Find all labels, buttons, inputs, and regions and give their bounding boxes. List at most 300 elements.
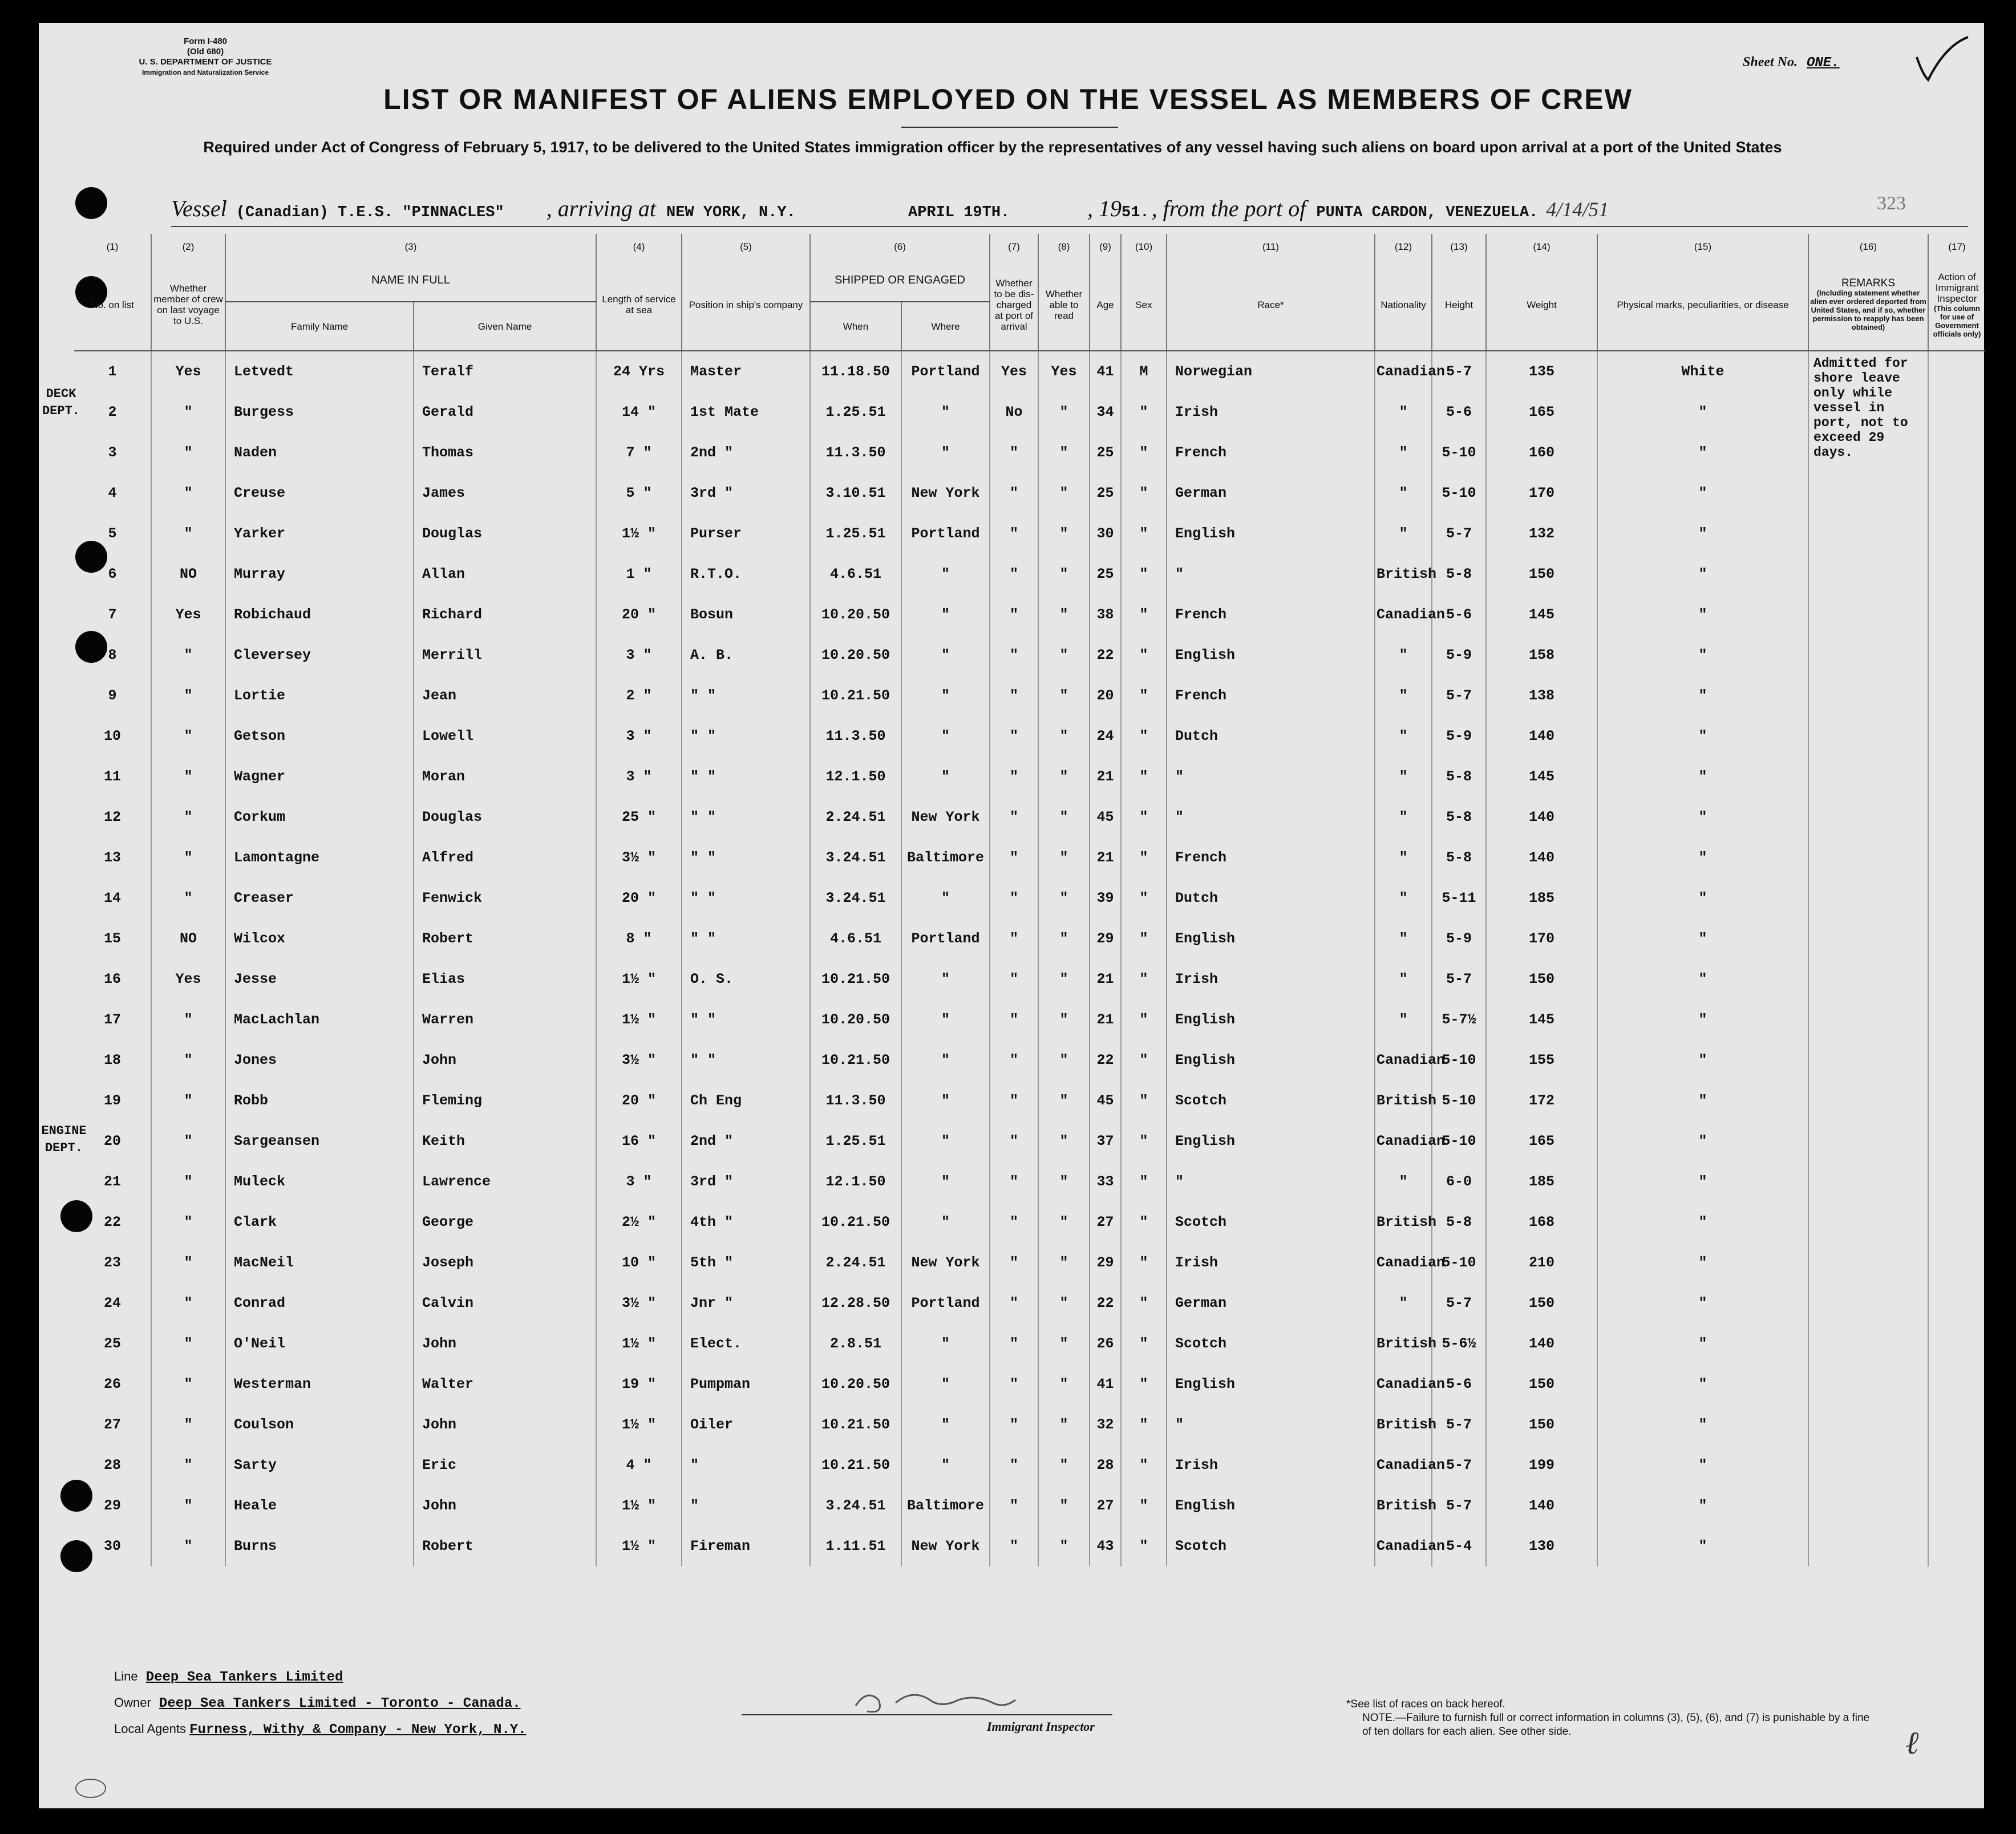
remarks-text: Admitted for shore leave only while vessel in port, not to exceed 29 days. xyxy=(1813,356,1908,460)
cell-sex: " xyxy=(1121,635,1167,675)
cell-discharged: " xyxy=(990,716,1038,756)
cell-where: New York xyxy=(901,1526,990,1566)
cell-read: " xyxy=(1038,675,1090,716)
agents-label: Local Agents xyxy=(114,1722,186,1736)
cell-where: Portland xyxy=(901,513,990,554)
cell-member: " xyxy=(151,797,225,837)
cell-weight: 185 xyxy=(1486,878,1597,918)
cell-where: " xyxy=(901,959,990,999)
cell-sex: M xyxy=(1121,351,1167,392)
cell-race: Irish xyxy=(1167,1242,1375,1283)
cell-length: 1 " xyxy=(596,554,682,594)
cell-read: " xyxy=(1038,837,1090,878)
cell-position: 2nd " xyxy=(682,432,810,473)
cell-when: 11.3.50 xyxy=(810,1080,901,1121)
cell-read: " xyxy=(1038,1161,1090,1202)
requirement-text: Required under Act of Congress of February 5, 1917, to be delivered to the United States immigration officer by the representatives of any vessel having such aliens on board upon arrival at a port of the United States xyxy=(203,139,1782,156)
colnum-9: (9) xyxy=(1090,234,1121,259)
cell-family-name: Heale xyxy=(225,1485,414,1526)
cell-weight: 160 xyxy=(1486,432,1597,473)
cell-weight: 140 xyxy=(1486,797,1597,837)
cell-sex: " xyxy=(1121,675,1167,716)
cell-where: " xyxy=(901,1121,990,1161)
cell-given-name: Eric xyxy=(414,1445,596,1485)
table-row xyxy=(74,1445,1985,1485)
cell-nationality: " xyxy=(1375,635,1432,675)
cell-weight: 140 xyxy=(1486,837,1597,878)
cell-position: R.T.O. xyxy=(682,554,810,594)
cell-sex: " xyxy=(1121,432,1167,473)
cell-member: " xyxy=(151,1404,225,1445)
cell-nationality: " xyxy=(1375,878,1432,918)
cell-length: 24 Yrs xyxy=(596,351,682,392)
cell-nationality: " xyxy=(1375,756,1432,797)
cell-given-name: Keith xyxy=(414,1121,596,1161)
cell-nationality: Canadian xyxy=(1375,1526,1432,1566)
cell-nationality: " xyxy=(1375,513,1432,554)
cell-height: 5-10 xyxy=(1432,432,1486,473)
cell-family-name: Creaser xyxy=(225,878,414,918)
cell-when: 10.20.50 xyxy=(810,635,901,675)
table-row xyxy=(74,999,1985,1040)
cell-discharged: " xyxy=(990,432,1038,473)
cell-physical: " xyxy=(1597,635,1808,675)
from-label: , from the port of xyxy=(1151,196,1306,221)
cell-given-name: John xyxy=(414,1404,596,1445)
sheet-number xyxy=(1743,55,1840,71)
cell-length: 3 " xyxy=(596,1161,682,1202)
cell-position: " " xyxy=(682,675,810,716)
cell-read: " xyxy=(1038,594,1090,635)
cell-nationality: " xyxy=(1375,999,1432,1040)
cell-physical: " xyxy=(1597,837,1808,878)
cell-family-name: Burns xyxy=(225,1526,414,1566)
cell-length: 16 " xyxy=(596,1121,682,1161)
colnum-4: (4) xyxy=(596,234,682,259)
cell-physical: " xyxy=(1597,473,1808,513)
cell-race: Dutch xyxy=(1167,878,1375,918)
cell-age: 38 xyxy=(1090,594,1121,635)
cell-nationality: Canadian xyxy=(1375,351,1432,392)
cell-sex: " xyxy=(1121,1485,1167,1526)
cell-age: 22 xyxy=(1090,635,1121,675)
cell-age: 22 xyxy=(1090,1040,1121,1080)
table-row xyxy=(74,432,1985,473)
cell-read: " xyxy=(1038,1283,1090,1323)
cell-where: Portland xyxy=(901,351,990,392)
cell-member: " xyxy=(151,1323,225,1364)
cell-when: 10.20.50 xyxy=(810,594,901,635)
cell-family-name: Sargeansen xyxy=(225,1121,414,1161)
cell-age: 22 xyxy=(1090,1283,1121,1323)
cell-no: 22 xyxy=(103,1214,121,1230)
cell-age: 25 xyxy=(1090,473,1121,513)
cell-where: " xyxy=(901,1080,990,1121)
cell-race: English xyxy=(1167,1364,1375,1404)
table-row xyxy=(74,959,1985,999)
cell-where: Baltimore xyxy=(901,837,990,878)
cell-read: " xyxy=(1038,392,1090,432)
cell-when: 11.3.50 xyxy=(810,432,901,473)
cell-when: 1.25.51 xyxy=(810,392,901,432)
cell-height: 5-11 xyxy=(1432,878,1486,918)
arriving-port: NEW YORK, N.Y. xyxy=(666,204,796,221)
cell-age: 33 xyxy=(1090,1161,1121,1202)
engine-dept-label: ENGINE DEPT. xyxy=(41,1124,87,1155)
col-header-race: Race* xyxy=(1167,259,1375,351)
cell-read: " xyxy=(1038,473,1090,513)
cell-no: 9 xyxy=(108,687,117,704)
owner-value: Deep Sea Tankers Limited - Toronto - Canada. xyxy=(159,1696,521,1711)
cell-where: " xyxy=(901,1323,990,1364)
cell-no: 14 xyxy=(103,890,121,906)
col-header-no-text: No. on list xyxy=(91,299,134,310)
cell-read: " xyxy=(1038,918,1090,959)
cell-length: 2½ " xyxy=(596,1202,682,1242)
cell-where: " xyxy=(901,756,990,797)
page-title: LIST OR MANIFEST OF ALIENS EMPLOYED ON THE VESSEL AS MEMBERS OF CREW xyxy=(383,83,1633,115)
cell-race: Scotch xyxy=(1167,1526,1375,1566)
col-header-where: Where xyxy=(901,302,990,351)
cell-position: " " xyxy=(682,837,810,878)
col-header-name: NAME IN FULL xyxy=(225,259,596,302)
cell-height: 5-6 xyxy=(1432,594,1486,635)
cell-length: 5 " xyxy=(596,473,682,513)
cell-length: 3 " xyxy=(596,756,682,797)
cell-sex: " xyxy=(1121,1364,1167,1404)
cell-nationality: " xyxy=(1375,1161,1432,1202)
cell-position: O. S. xyxy=(682,959,810,999)
cell-given-name: Lowell xyxy=(414,716,596,756)
cell-physical: " xyxy=(1597,1040,1808,1080)
form-department: U. S. DEPARTMENT OF JUSTICE xyxy=(139,57,272,67)
cell-nationality: " xyxy=(1375,959,1432,999)
cell-when: 1.25.51 xyxy=(810,513,901,554)
cell-sex: " xyxy=(1121,1526,1167,1566)
table-row xyxy=(74,1080,1985,1121)
table-row xyxy=(74,1242,1985,1283)
cell-discharged: " xyxy=(990,1242,1038,1283)
cell-position: Jnr " xyxy=(682,1283,810,1323)
cell-position: Pumpman xyxy=(682,1364,810,1404)
cell-when: 10.21.50 xyxy=(810,1040,901,1080)
cell-no: 26 xyxy=(103,1376,121,1392)
cell-given-name: John xyxy=(414,1485,596,1526)
cell-no: 16 xyxy=(103,971,121,987)
cell-given-name: Teralf xyxy=(414,351,596,392)
cell-nationality: " xyxy=(1375,392,1432,432)
printer-mark xyxy=(75,1779,106,1798)
cell-family-name: Corkum xyxy=(225,797,414,837)
cell-age: 41 xyxy=(1090,351,1121,392)
cell-sex: " xyxy=(1121,959,1167,999)
cell-weight: 138 xyxy=(1486,675,1597,716)
cell-nationality: " xyxy=(1375,837,1432,878)
cell-family-name: Yarker xyxy=(225,513,414,554)
cell-read: " xyxy=(1038,716,1090,756)
cell-physical: " xyxy=(1597,1161,1808,1202)
cell-member: " xyxy=(151,635,225,675)
cell-member: " xyxy=(151,1485,225,1526)
cell-read: " xyxy=(1038,797,1090,837)
cell-length: 1½ " xyxy=(596,513,682,554)
cell-position: 1st Mate xyxy=(682,392,810,432)
cell-family-name: Letvedt xyxy=(225,351,414,392)
cell-when: 12.28.50 xyxy=(810,1283,901,1323)
cell-physical: " xyxy=(1597,1364,1808,1404)
races-note: *See list of races on back hereof. xyxy=(1346,1698,1505,1710)
table-row xyxy=(74,594,1985,635)
cell-when: 10.21.50 xyxy=(810,1202,901,1242)
cell-family-name: Jesse xyxy=(225,959,414,999)
cell-given-name: Moran xyxy=(414,756,596,797)
cell-member: " xyxy=(151,432,225,473)
cell-sex: " xyxy=(1121,1404,1167,1445)
cell-height: 5-7 xyxy=(1432,675,1486,716)
cell-physical: " xyxy=(1597,1323,1808,1364)
table-row xyxy=(74,837,1985,878)
cell-no: 27 xyxy=(103,1416,121,1433)
col-header-when: When xyxy=(810,302,901,351)
colnum-5: (5) xyxy=(682,234,810,259)
cell-length: 3 " xyxy=(596,635,682,675)
cell-given-name: Joseph xyxy=(414,1242,596,1283)
cell-sex: " xyxy=(1121,1242,1167,1283)
cell-when: 12.1.50 xyxy=(810,756,901,797)
cell-height: 5-7 xyxy=(1432,351,1486,392)
cell-height: 5-7 xyxy=(1432,959,1486,999)
cell-family-name: Getson xyxy=(225,716,414,756)
table-row xyxy=(74,1526,1985,1566)
cell-discharged: " xyxy=(990,797,1038,837)
cell-height: 5-8 xyxy=(1432,554,1486,594)
cell-family-name: Cleversey xyxy=(225,635,414,675)
cell-length: 10 " xyxy=(596,1242,682,1283)
cell-position: A. B. xyxy=(682,635,810,675)
cell-length: 1½ " xyxy=(596,999,682,1040)
cell-when: 10.21.50 xyxy=(810,1445,901,1485)
colnum-8: (8) xyxy=(1038,234,1090,259)
cell-discharged: Yes xyxy=(990,351,1038,392)
colnum-3: (3) xyxy=(225,234,596,259)
cell-physical: " xyxy=(1597,554,1808,594)
cell-where: " xyxy=(901,1161,990,1202)
cell-race: English xyxy=(1167,999,1375,1040)
cell-position: 3rd " xyxy=(682,473,810,513)
punch-hole xyxy=(75,187,107,219)
action-subtitle: (This column for use of Government officials only) xyxy=(1933,303,1981,338)
cell-height: 5-7 xyxy=(1432,1445,1486,1485)
cell-member: " xyxy=(151,878,225,918)
colnum-13: (13) xyxy=(1432,234,1486,259)
cell-no: 17 xyxy=(103,1011,121,1028)
cell-physical: " xyxy=(1597,1485,1808,1526)
year-prefix: , 19 xyxy=(1087,196,1122,221)
cell-age: 34 xyxy=(1090,392,1121,432)
cell-sex: " xyxy=(1121,837,1167,878)
cell-member: " xyxy=(151,1121,225,1161)
cell-age: 45 xyxy=(1090,797,1121,837)
table-row xyxy=(74,554,1985,594)
cell-where: " xyxy=(901,716,990,756)
cell-weight: 210 xyxy=(1486,1242,1597,1283)
agents-value: Furness, Withy & Company - New York, N.Y. xyxy=(189,1722,527,1738)
cell-length: 3 " xyxy=(596,716,682,756)
cell-given-name: Robert xyxy=(414,918,596,959)
col-header-sex: Sex xyxy=(1121,259,1167,351)
cell-position: " " xyxy=(682,1040,810,1080)
cell-nationality: Canadian xyxy=(1375,1121,1432,1161)
cell-sex: " xyxy=(1121,797,1167,837)
cell-weight: 170 xyxy=(1486,918,1597,959)
cell-physical: " xyxy=(1597,878,1808,918)
cell-sex: " xyxy=(1121,1080,1167,1121)
cell-position: " " xyxy=(682,756,810,797)
cell-weight: 155 xyxy=(1486,1040,1597,1080)
cell-family-name: Robb xyxy=(225,1080,414,1121)
cell-length: 19 " xyxy=(596,1364,682,1404)
col-header-height: Height xyxy=(1432,259,1486,351)
cell-read: " xyxy=(1038,432,1090,473)
cell-where: " xyxy=(901,635,990,675)
cell-length: 3½ " xyxy=(596,1283,682,1323)
cell-age: 21 xyxy=(1090,959,1121,999)
cell-read: " xyxy=(1038,959,1090,999)
cell-discharged: " xyxy=(990,635,1038,675)
cell-when: 10.20.50 xyxy=(810,999,901,1040)
cell-height: 5-10 xyxy=(1432,1242,1486,1283)
table-row xyxy=(74,1283,1985,1323)
cell-member: NO xyxy=(151,918,225,959)
cell-weight: 130 xyxy=(1486,1526,1597,1566)
column-number-row xyxy=(74,234,1985,259)
arriving-label: , arriving at xyxy=(546,196,656,221)
cell-no: 24 xyxy=(103,1295,121,1311)
col-header-nationality: Nationality xyxy=(1375,259,1432,351)
cell-given-name: John xyxy=(414,1323,596,1364)
cell-height: 5-6½ xyxy=(1432,1323,1486,1364)
cell-sex: " xyxy=(1121,1121,1167,1161)
cell-sex: " xyxy=(1121,1323,1167,1364)
col-header-age: Age xyxy=(1090,259,1121,351)
cell-family-name: Naden xyxy=(225,432,414,473)
cell-given-name: Robert xyxy=(414,1526,596,1566)
sheet-value: ONE. xyxy=(1807,55,1840,71)
cell-weight: 135 xyxy=(1486,351,1597,392)
cell-age: 43 xyxy=(1090,1526,1121,1566)
cell-length: 20 " xyxy=(596,1080,682,1121)
cell-no: 29 xyxy=(103,1497,121,1514)
arrival-date: APRIL 19TH. xyxy=(908,204,1010,221)
cell-weight: 165 xyxy=(1486,1121,1597,1161)
remarks-cell xyxy=(1808,351,1928,1566)
cell-race: Scotch xyxy=(1167,1202,1375,1242)
cell-when: 1.11.51 xyxy=(810,1526,901,1566)
cell-physical: " xyxy=(1597,675,1808,716)
cell-read: " xyxy=(1038,554,1090,594)
cell-member: " xyxy=(151,1040,225,1080)
cell-when: 11.3.50 xyxy=(810,716,901,756)
cell-weight: 145 xyxy=(1486,594,1597,635)
cell-weight: 168 xyxy=(1486,1202,1597,1242)
cell-weight: 170 xyxy=(1486,473,1597,513)
cell-member: " xyxy=(151,675,225,716)
cell-no: 11 xyxy=(103,768,121,785)
cell-member: " xyxy=(151,513,225,554)
cell-height: 5-10 xyxy=(1432,473,1486,513)
cell-member: " xyxy=(151,392,225,432)
cell-where: Baltimore xyxy=(901,1485,990,1526)
cell-position: " " xyxy=(682,918,810,959)
cell-physical: " xyxy=(1597,1242,1808,1283)
cell-no: 6 xyxy=(108,566,117,582)
cell-read: " xyxy=(1038,1323,1090,1364)
cell-age: 45 xyxy=(1090,1080,1121,1121)
cell-nationality: Canadian xyxy=(1375,1364,1432,1404)
cell-where: Portland xyxy=(901,918,990,959)
penalty-note: NOTE.—Failure to furnish full or correct information in columns (3), (5), (6), and (7) is punishable by a fine of ten dollars for each alien. See other side. xyxy=(1362,1712,1870,1738)
cell-position: " " xyxy=(682,878,810,918)
cell-weight: 132 xyxy=(1486,513,1597,554)
cell-position: " xyxy=(682,1445,810,1485)
cell-given-name: Alfred xyxy=(414,837,596,878)
table-row xyxy=(74,473,1985,513)
cell-member: " xyxy=(151,1445,225,1485)
cell-read: " xyxy=(1038,1121,1090,1161)
cell-length: 1½ " xyxy=(596,959,682,999)
cell-race: " xyxy=(1167,554,1375,594)
cell-given-name: Fenwick xyxy=(414,878,596,918)
cell-race: French xyxy=(1167,837,1375,878)
vessel-line xyxy=(171,195,1609,222)
cell-height: 5-7 xyxy=(1432,1485,1486,1526)
cell-physical: " xyxy=(1597,1202,1808,1242)
cell-sex: " xyxy=(1121,878,1167,918)
crew-table xyxy=(74,234,1985,1566)
cell-sex: " xyxy=(1121,1040,1167,1080)
cell-nationality: " xyxy=(1375,918,1432,959)
cell-length: 20 " xyxy=(596,878,682,918)
cell-family-name: Sarty xyxy=(225,1445,414,1485)
cell-member: NO xyxy=(151,554,225,594)
cell-family-name: Burgess xyxy=(225,392,414,432)
cell-given-name: Warren xyxy=(414,999,596,1040)
cell-discharged: " xyxy=(990,959,1038,999)
cell-family-name: Clark xyxy=(225,1202,414,1242)
cell-age: 24 xyxy=(1090,716,1121,756)
cell-member: " xyxy=(151,1526,225,1566)
cell-family-name: Wagner xyxy=(225,756,414,797)
cell-weight: 140 xyxy=(1486,1323,1597,1364)
cell-no: 30 xyxy=(103,1538,121,1554)
cell-read: " xyxy=(1038,513,1090,554)
cell-weight: 150 xyxy=(1486,1404,1597,1445)
cell-race: French xyxy=(1167,675,1375,716)
table-row xyxy=(74,1485,1985,1526)
cell-where: " xyxy=(901,1404,990,1445)
cell-length: 1½ " xyxy=(596,1323,682,1364)
cell-family-name: Lamontagne xyxy=(225,837,414,878)
cell-weight: 150 xyxy=(1486,1364,1597,1404)
cell-given-name: Fleming xyxy=(414,1080,596,1121)
cell-age: 29 xyxy=(1090,1242,1121,1283)
cell-member: Yes xyxy=(151,594,225,635)
from-port: PUNTA CARDON, VENEZUELA. xyxy=(1316,204,1539,221)
cell-race: Irish xyxy=(1167,392,1375,432)
cell-where: Portland xyxy=(901,1283,990,1323)
cell-age: 21 xyxy=(1090,837,1121,878)
cell-position: " " xyxy=(682,716,810,756)
